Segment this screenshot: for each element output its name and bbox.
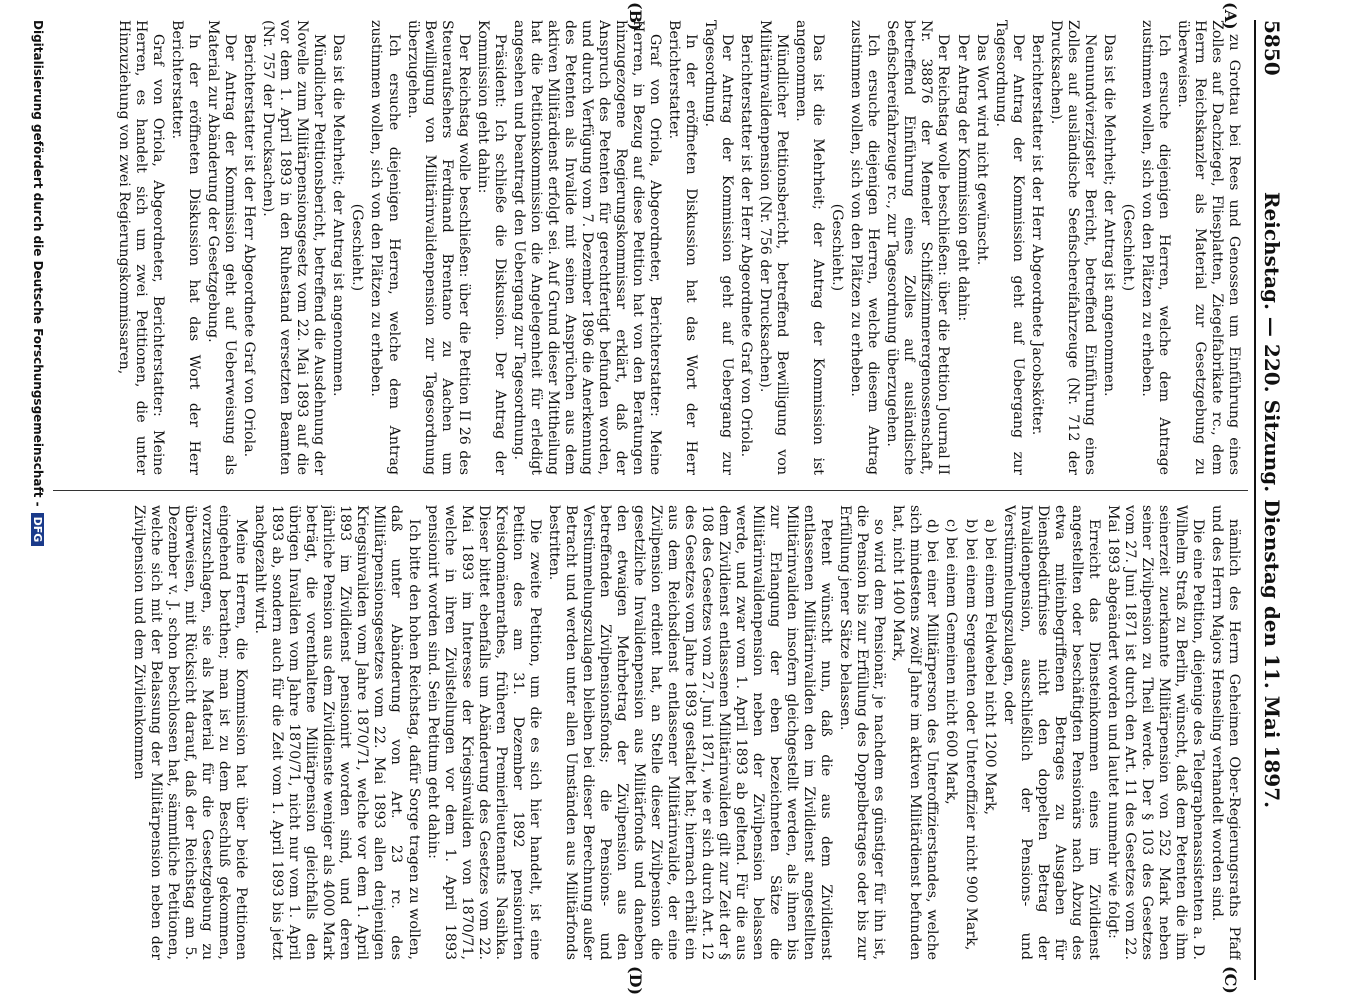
- paragraph: Erreicht das Diensteinkommen eines im Zivildienst angestellten oder beschäftigten Pensionärs nach Abzug des etwa miteinbegriffenen Betrages zu Ausgaben für Dienstbedürfnisse nicht den doppelten Betrag der Invalidenpension, ausschließlich der Pensions- und Verstümmelungszulagen, oder: [1000, 505, 1102, 960]
- paragraph: Präsident: Ich schließe die Diskussion. Der Antrag der Kommission geht dahin:: [474, 20, 508, 475]
- paragraph: Mündlicher Petitionsbericht, betreffend die Ausdehnung der Novelle zum Militärpensionsgesetz vom 22. Mai 1893 auf die vor dem 1. April 1893 in den Ruhestand versetzten Beamten (Nr. 757 der Drucksachen).: [260, 20, 328, 475]
- paragraph: Ich ersuche diejenigen Herren, welche dem Antrag zustimmen wollen, sich von den Plätzen zu erheben.: [368, 20, 402, 475]
- left-column: [57, 20, 1242, 475]
- paragraph: Das ist die Mehrheit; der Antrag ist angenommen.: [1100, 34, 1117, 397]
- paragraph: zu Grottau bei Rees und Genossen um Einführung eines Zolles auf Dachziegel, Fliesplatten, Ziegelfabrikate rc., dem Herrn Reichskanzler als Material zur Gesetzgebung zu überweisen.: [1174, 20, 1242, 475]
- margin-marker-a: (A): [1221, 2, 1240, 30]
- paragraph: Das ist die Mehrheit; der Antrag ist angenommen.: [330, 34, 347, 397]
- paragraph: Der Reichstag wolle beschließen: über die Petition Journal II Nr. 38876 der Memeler Schiffszimmerergenossenschaft, betreffend Einführung eines Zolles auf ausländische Seefischereifahrzeuge rc., zur Tagesordnung überzugehen.: [884, 20, 952, 475]
- paragraph: Das Wort wird nicht gewünscht.: [973, 34, 990, 266]
- digitization-credit: [31, 20, 45, 546]
- paragraph: Petent wünscht nun, daß die aus dem Zivildienst entlassenen Militärinvaliden den im Zivildienst angestellten Militärinvaliden insofern gleichgestellt werden, als ihnen bis zur Erlangung der eben bezeichneten Sätze die Militärinvalidenpension neben der Zivilpension belassen werde, und zwar vom 1. April 1893 ab geltend. Für die aus dem Zivildienst entlassenen Militärinvaliden gilt zur Zeit der § 108 des Gesetzes vom 27. Juni 1871, wie er sich durch Art. 12 des Gesetzes vom Jahre 1893 gestaltet hat; hiernach erhält ein aus dem Reichsdienst entlassener Militärinvalide, der eine Zivilpension erdient hat, an Stelle dieser Zivilpension die gesetzliche Invalidenpension aus Militärfonds und daneben den etwaigen Mehrbetrag der Zivilpension aus den betreffenden Zivilpensionsfonds; die Pensions- und Verstümmelungszulagen bleiben bei dieser Berechnung außer Betracht und werden unter allen Umständen aus Militärfonds bestritten.: [545, 505, 835, 960]
- paragraph: Der Antrag der Kommission geht auf Uebergang zur Tagesordnung.: [992, 20, 1026, 475]
- right-column: [57, 505, 1242, 960]
- paragraph: In der eröffneten Diskussion hat das Wort der Herr Berichterstatter.: [169, 20, 203, 475]
- margin-marker-b: (B): [626, 2, 645, 31]
- paragraph: (Geschieht.): [1119, 203, 1136, 292]
- paragraph: Meine Herren, die Kommission hat über beide Petitionen eingehend berathen; man ist zu dem Beschluß gekommen, vorzuschlagen, sie als Material für die Gesetzgebung zu überweisen, mit Rücksicht darauf, daß der Reichstag am 5. Dezember v. J. schon beschlossen hat, sämmtliche Petitionen, welche sich mit der Belassung der Militärpension neben der Zivilpension und dem Zivileinkommen: [131, 505, 250, 960]
- margin-marker-d: (D): [626, 966, 645, 996]
- paragraph: Neunundvierzigster Bericht, betreffend Einführung eines Zolles auf ausländische Seefischereifahrzeuge (Nr. 712 der Drucksachen).: [1047, 20, 1098, 475]
- paragraph: b) bei einem Sergeanten oder Unteroffizier nicht 900 Mark,: [962, 519, 979, 951]
- paragraph: (Geschieht.): [349, 203, 366, 292]
- paragraph: Graf von Oriola, Abgeordneter, Berichterstatter: Meine Herren, es handelt sich um zwei Petitionen, die unter Hinzuziehung von zwei Regierungskommissaren,: [116, 20, 167, 475]
- paragraph: Mündlicher Petitionsbericht, betreffend Bewilligung von Militärinvalidenpension (Nr. 756 der Drucksachen).: [757, 20, 791, 475]
- paragraph: a) bei einem Feldwebel nicht 1200 Mark,: [981, 519, 998, 816]
- paragraph: c) bei einem Gemeinen nicht 600 Mark,: [943, 519, 960, 805]
- paragraph: nämlich des Herrn Geheimen Ober-Regierungsraths Pfaff und des Herrn Majors Henseling verhandelt worden sind.: [1208, 505, 1242, 960]
- paragraph: Ich bitte den hohen Reichstag, dafür Sorge tragen zu wollen, daß unter Abänderung von Art. 23 rc. des Militärpensionsgesetzes vom 22. Mai 1893 allen denjenigen Kriegsinvaliden vom Jahre 1870/71, welche vor dem 1. April 1893 im Zivildienst pensionirt worden sind, und deren jährliche Pension aus dem Zivildienste weniger als 4000 Mark beträgt, die vorenthaltene Militärpension gleichfalls den übrigen Invaliden vom Jahre 1870/71, nicht nur vom 1. April 1893 ab, sondern auch für die Zeit vom 1. April 1893 bis jetzt nachgezahlt wird.: [252, 505, 422, 960]
- dfg-logo: DFG: [31, 513, 44, 547]
- paragraph: Die zweite Petition, um die es sich hier handelt, ist eine Petition des am 31. Dezember 1892 pensionirten Kreisdomänenrathes, früheren Premierlieutenants Nasihka. Dieser bittet ebenfalls um Abänderung des Gesetzes vom 22. Mai 1893 im Interesse der Kriegsinvaliden von 1870/71, welche in ihren Zivilstellungen vor dem 1. April 1893 pensionirt worden sind. Sein Petitum geht dahin:: [424, 505, 543, 960]
- paragraph: Das ist die Mehrheit; der Antrag der Kommission ist angenommen.: [793, 20, 827, 475]
- paragraph: In der eröffneten Diskussion hat das Wort der Herr Berichterstatter.: [666, 20, 700, 475]
- paragraph: (Geschieht.): [829, 203, 846, 292]
- paragraph: d) bei einer Militärperson des Unteroffizierstandes, welche sich mindestens zwölf Jahre im aktiven Militärdienst befunden hat, nicht 1400 Mark,: [890, 505, 941, 960]
- paragraph: so wird dem Pensionär, je nachdem es günstiger für ihn ist, die Pension bis zur Erfüllung des Doppelbetrages oder bis zur Erfüllung jener Sätze belassen.: [837, 505, 888, 960]
- credit-text: Digitalisierung gefördert durch die Deutsche Forschungsgemeinschaft -: [31, 20, 45, 507]
- paragraph: Der Antrag der Kommission geht dahin:: [954, 34, 971, 322]
- paragraph: Berichterstatter ist der Herr Abgeordnete Graf von Oriola.: [241, 34, 258, 458]
- paragraph: Graf von Oriola, Abgeordneter, Berichterstatter: Meine Herren, in Bezug auf diese Petition hat von den Beratungen hinzugezogene Regierungskommissar erklärt, daß der Anspruch des Petenten für gerechtfertigt befunden worden, und durch Verfügung vom 7. Dezember 1896 die Anerkennung des Petenten als Invalide mit seinen Ansprüchen aus dem aktiven Militärdienst erfolgt sei. Auf Grund dieser Mittheilung hat die Petitionskommission die Angelegenheit für erledigt angesehen und beantragt den Uebergang zur Tagesordnung.: [510, 20, 663, 475]
- paragraph: Berichterstatter ist der Herr Abgeordnete Jacobskötter.: [1028, 34, 1045, 436]
- paragraph: Ich ersuche diejenigen Herren, welche dem Antrage zustimmen wollen, sich von den Plätzen zu erheben.: [1138, 20, 1172, 475]
- column-divider: [53, 490, 1248, 491]
- paragraph: Der Reichstag wolle beschließen: über die Petition II 26 des Steueraufsehers Ferdinand Brentano zu Aachen um Bewilligung von Militärinvalidenpension zur Tagesordnung überzugehen.: [404, 20, 472, 475]
- margin-marker-c: (C): [1221, 966, 1240, 994]
- paragraph: Der Antrag der Kommission geht auf Ueberweisung als Material zur Abänderung der Gesetzgebung.: [205, 20, 239, 475]
- page-header: [1254, 20, 1284, 980]
- paragraph: Der Antrag der Kommission geht auf Uebergang zur Tagesordnung.: [702, 20, 736, 475]
- paragraph: Ich ersuche diejenigen Herren, welche diesem Antrag zustimmen wollen, sich von den Plätzen zu erheben.: [848, 20, 882, 475]
- paragraph: Berichterstatter ist der Herr Abgeordnete Graf von Oriola.: [738, 34, 755, 458]
- page-number: 5850: [1260, 20, 1284, 76]
- paragraph: Die eine Petition, diejenige des Telegraphenassistenten a. D. Wilhelm Straß zu Berlin, wünscht, daß dem Petenten die ihm seinerzeit zuerkannte Militärpension von 252 Mark neben seiner Zivilpension zu Theil werde. Der § 103 des Gesetzes vom 27. Juni 1871 ist durch den Art. 11 des Gesetzes vom 22. Mai 1893 abgeändert worden und lautet nunmehr wie folgt:: [1104, 505, 1206, 960]
- page-title: Reichstag. — 220. Sitzung. Dienstag den 11. Mai 1897.: [1260, 191, 1284, 809]
